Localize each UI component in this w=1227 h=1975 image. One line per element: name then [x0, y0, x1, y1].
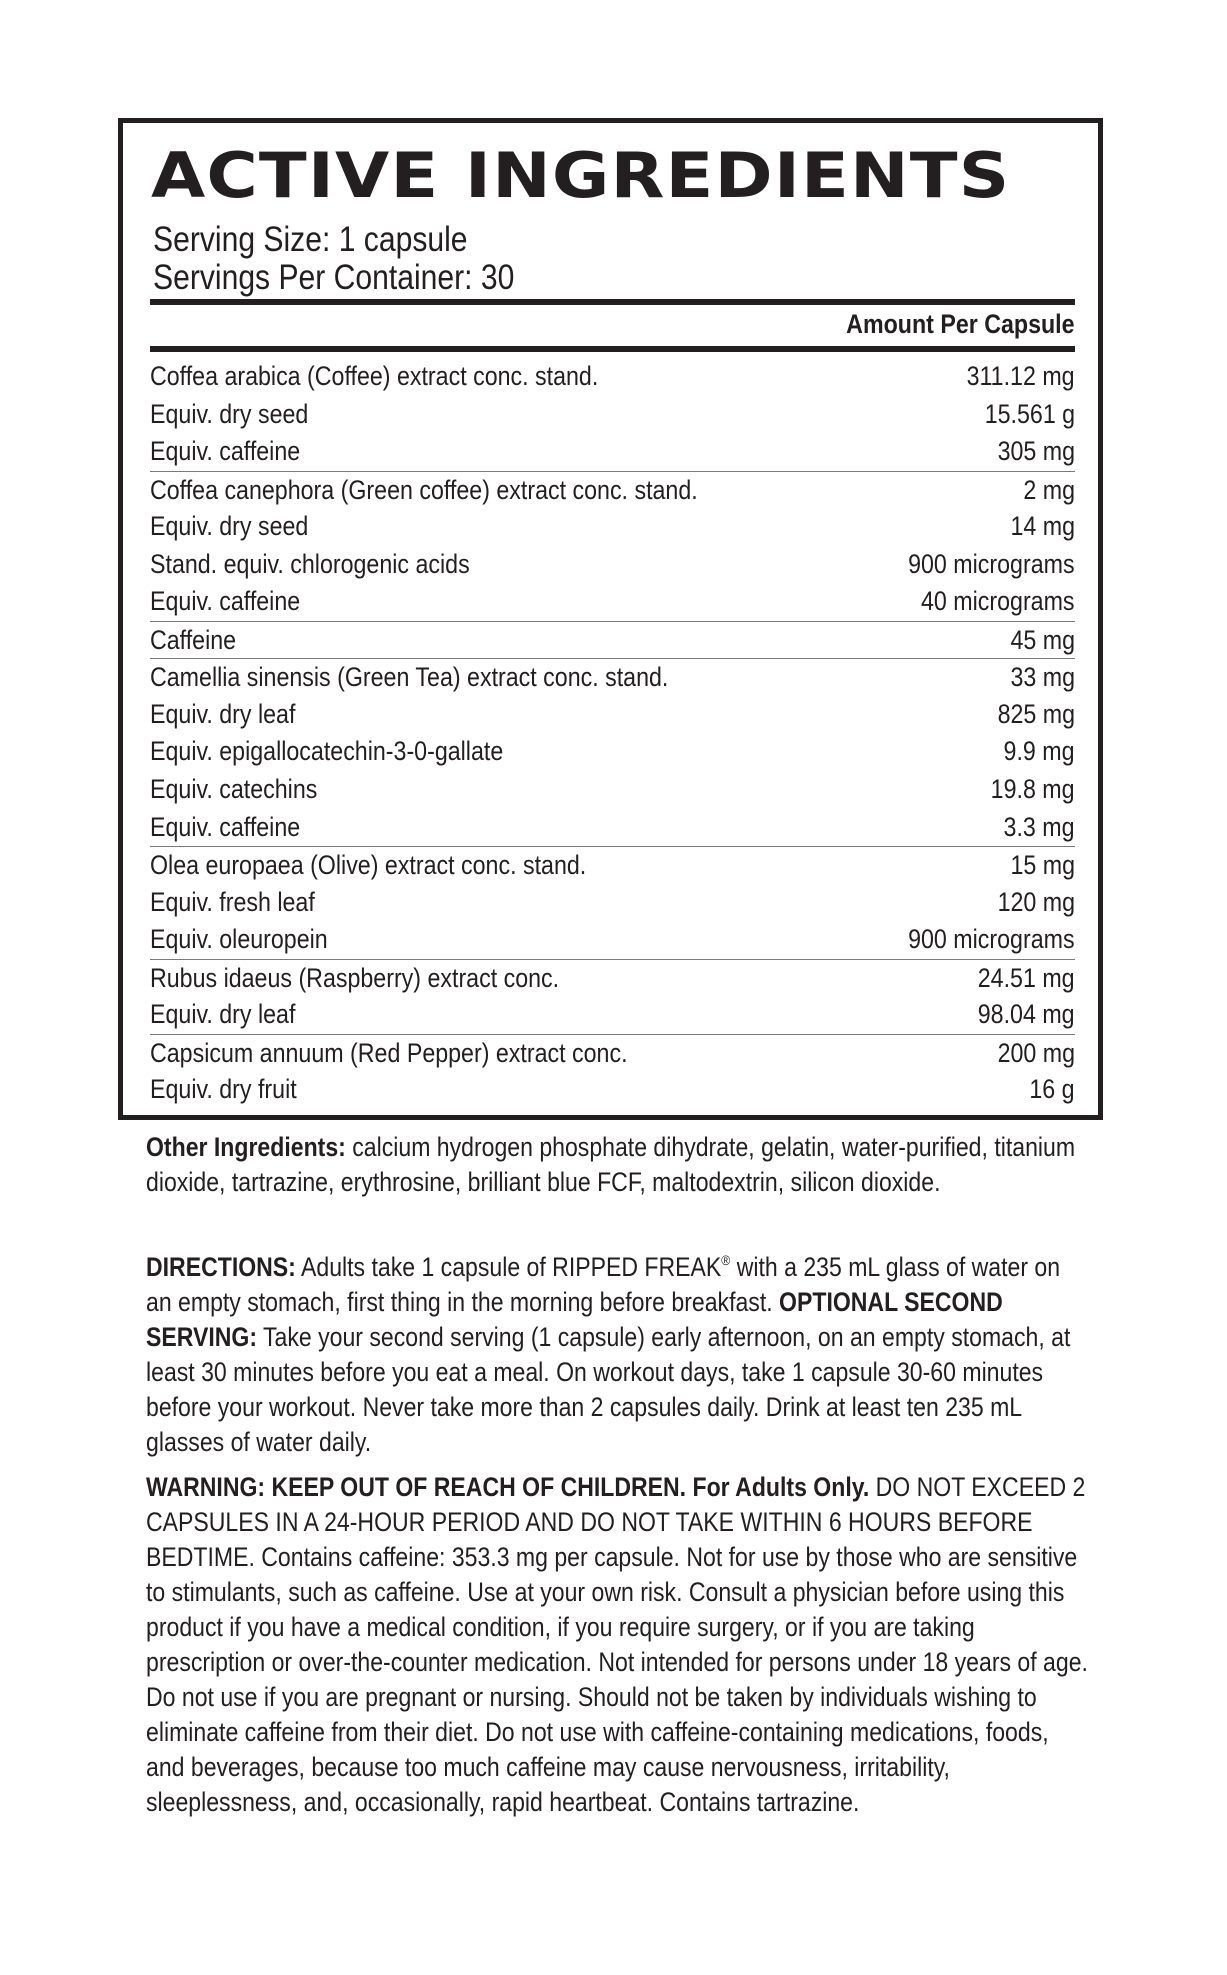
ingredient-row: [150, 696, 1075, 734]
servings-per-container: Servings Per Container: 30: [153, 258, 515, 297]
ingredient-amount: 900 micrograms: [908, 924, 1075, 955]
ingredient-name: Equiv. caffeine: [150, 436, 301, 467]
ingredient-row: [150, 358, 1075, 396]
ingredient-name: Equiv. fresh leaf: [150, 886, 315, 917]
ingredient-name: Capsicum annuum (Red Pepper) extract conc.: [150, 1037, 628, 1068]
ingredient-row: [150, 546, 1075, 584]
ingredient-amount: 19.8 mg: [991, 774, 1075, 805]
ingredient-name: Equiv. caffeine: [150, 586, 301, 617]
ingredient-name: Equiv. dry leaf: [150, 698, 296, 729]
ingredient-name: Coffea arabica (Coffee) extract conc. stand.: [150, 361, 599, 391]
panel-title: ACTIVE INGREDIENTS: [151, 139, 1011, 212]
ingredient-row: [150, 471, 1075, 509]
ingredient-amount: 3.3 mg: [1004, 811, 1075, 842]
header-rule-bottom: [150, 346, 1075, 352]
active-ingredients-panel: [118, 118, 1103, 1120]
ingredient-amount: 311.12 mg: [966, 361, 1075, 391]
warning-label: WARNING: KEEP OUT OF REACH OF CHILDREN. For Adults Only.: [146, 1472, 870, 1502]
ingredient-name: Equiv. dry seed: [150, 398, 309, 429]
ingredient-amount: 9.9 mg: [1004, 736, 1075, 767]
ingredient-amount: 120 mg: [997, 886, 1075, 917]
directions-text-2: with a 235 mL glass of water on an empty stomach, first thing in the morning before breakfast.: [146, 1252, 1061, 1317]
directions-label: DIRECTIONS:: [146, 1252, 296, 1282]
ingredient-amount: 200 mg: [997, 1037, 1075, 1068]
ingredient-name: Olea europaea (Olive) extract conc. stand.: [150, 850, 587, 881]
column-header-label: Amount Per Capsule: [846, 309, 1075, 339]
ingredient-amount: 98.04 mg: [978, 999, 1075, 1030]
ingredient-row: [150, 771, 1075, 809]
ingredient-row: [150, 508, 1075, 546]
ingredient-row: [150, 959, 1075, 997]
ingredient-amount: 305 mg: [997, 436, 1075, 467]
other-ingredients-text: calcium hydrogen phosphate dihydrate, gelatin, water-purified, titanium dioxide, tartrazine, erythrosine, brilliant blue FCF, maltodextrin, silicon dioxide.: [146, 1132, 1076, 1197]
ingredient-row: [150, 733, 1075, 771]
optional-second-serving-label: OPTIONAL SECOND SERVING:: [146, 1287, 1003, 1352]
ingredient-row: [150, 433, 1075, 471]
ingredient-amount: 900 micrograms: [908, 548, 1075, 579]
ingredient-name: Equiv. dry leaf: [150, 999, 296, 1030]
ingredient-name: Equiv. caffeine: [150, 811, 301, 842]
other-ingredients-label: Other Ingredients:: [146, 1132, 346, 1162]
ingredient-row: [150, 884, 1075, 922]
ingredient-name: Equiv. dry seed: [150, 511, 309, 542]
directions-text-1: Adults take 1 capsule of RIPPED FREAK: [295, 1252, 722, 1282]
ingredient-amount: 24.51 mg: [978, 962, 1075, 993]
ingredient-row: [150, 1071, 1075, 1109]
ingredient-row: [150, 809, 1075, 847]
directions-text-3: Take your second serving (1 capsule) early afternoon, on an empty stomach, at least 30 minutes before you eat a meal. On workout days, take 1 capsule 30-60 minutes before your workout. Never take more than 2 capsules daily. Drink at least ten 235 mL glasses of water daily.: [146, 1322, 1071, 1457]
ingredient-name: Equiv. epigallocatechin-3-0-gallate: [150, 736, 504, 767]
ingredient-row: [150, 996, 1075, 1034]
ingredient-name: Equiv. dry fruit: [150, 1074, 297, 1105]
serving-info: [153, 221, 514, 297]
ingredient-table: [150, 358, 1075, 1109]
ingredient-name: Equiv. oleuropein: [150, 924, 328, 955]
ingredient-amount: 2 mg: [1023, 474, 1075, 505]
ingredient-amount: 15 mg: [1010, 850, 1075, 881]
ingredient-amount: 45 mg: [1010, 624, 1075, 655]
registered-mark: ®: [721, 1252, 731, 1268]
ingredient-name: Rubus idaeus (Raspberry) extract conc.: [150, 962, 560, 993]
warning: [146, 1470, 1090, 1820]
ingredient-amount: 33 mg: [1010, 662, 1075, 693]
header-rule-top: [150, 299, 1075, 305]
ingredient-name: Coffea canephora (Green coffee) extract conc. stand.: [150, 474, 698, 505]
column-header: [150, 306, 1075, 342]
ingredient-amount: 16 g: [1029, 1074, 1075, 1105]
ingredient-row: [150, 621, 1075, 659]
ingredient-row: [150, 1034, 1075, 1072]
ingredient-amount: 14 mg: [1010, 511, 1075, 542]
serving-size: Serving Size: 1 capsule: [153, 220, 468, 259]
ingredient-name: Caffeine: [150, 624, 237, 655]
ingredient-row: [150, 658, 1075, 696]
directions: [146, 1250, 1090, 1460]
ingredient-name: Stand. equiv. chlorogenic acids: [150, 548, 470, 579]
ingredient-amount: 825 mg: [997, 698, 1075, 729]
ingredient-row: [150, 846, 1075, 884]
warning-text: DO NOT EXCEED 2 CAPSULES IN A 24-HOUR PERIOD AND DO NOT TAKE WITHIN 6 HOURS BEFORE BEDTIME. Contains caffeine: 353.3 mg per capsule. Not for use by those who are sensitive to stimulants, such as caffeine. Use at your own risk. Consult a physician before using this product if you have a medical condition, if you require surgery, or if you are taking prescription or over-the-counter medication. Not intended for persons under 18 years of age. Do not use if you are pregnant or nursing. Should not be taken by individuals wishing to eliminate caffeine from their diet. Do not use with caffeine-containing medications, foods, and beverages, because too much caffeine may cause nervousness, irritability, sleeplessness, and, occasionally, rapid heartbeat. Contains tartrazine.: [146, 1472, 1088, 1817]
ingredient-row: [150, 583, 1075, 621]
ingredient-amount: 40 micrograms: [921, 586, 1075, 617]
ingredient-name: Camellia sinensis (Green Tea) extract conc. stand.: [150, 662, 669, 693]
ingredient-name: Equiv. catechins: [150, 774, 318, 805]
ingredient-row: [150, 921, 1075, 959]
ingredient-row: [150, 396, 1075, 434]
other-ingredients: [146, 1130, 1090, 1200]
ingredient-amount: 15.561 g: [984, 398, 1075, 429]
